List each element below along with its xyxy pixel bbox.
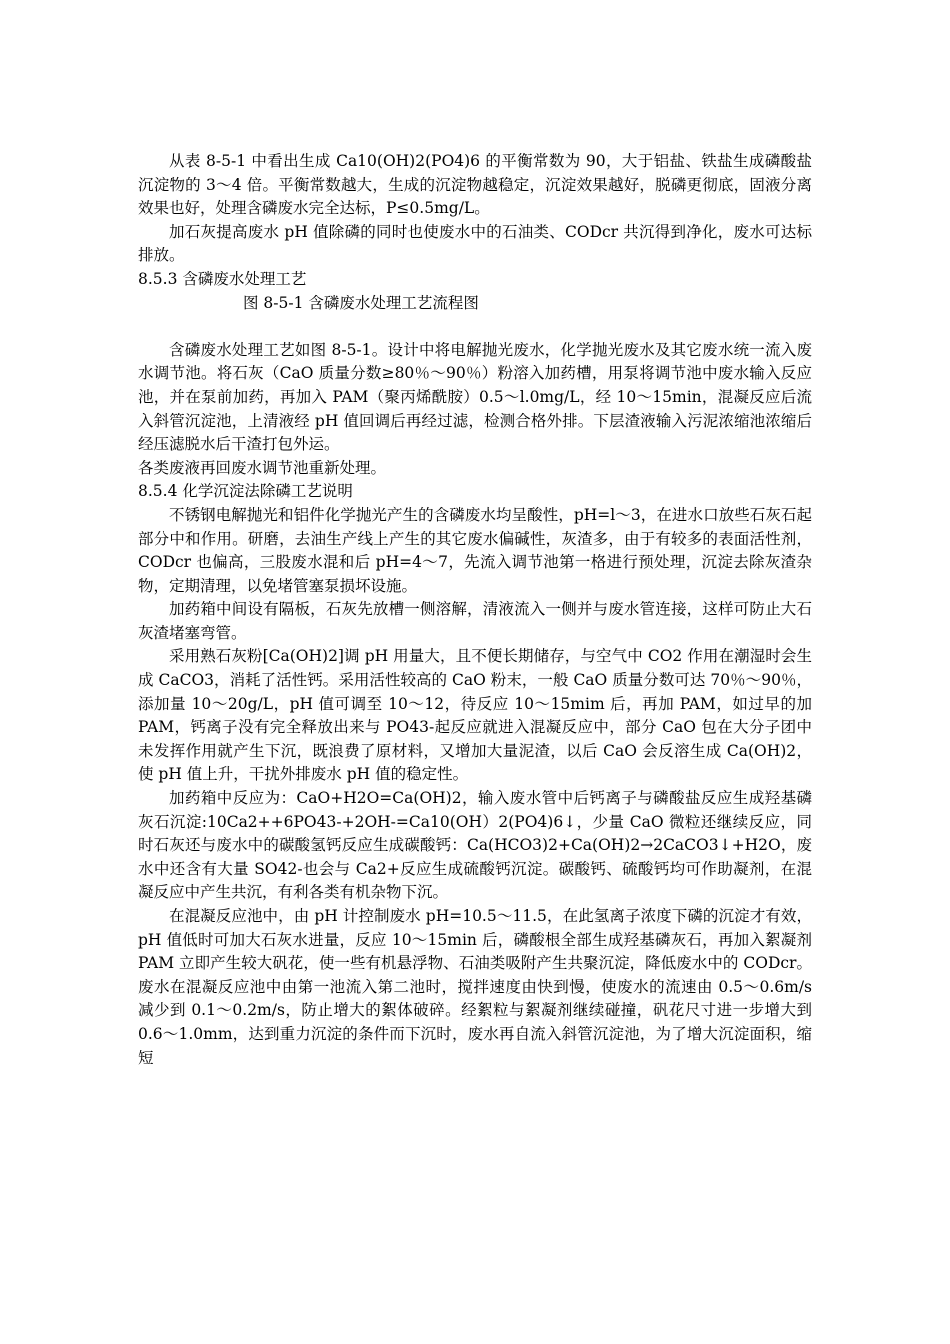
paragraph-reprocess: 各类废液再回废水调节池重新处理。 xyxy=(138,458,387,477)
section-heading-8-5-3: 8.5.3 含磷废水处理工艺 xyxy=(138,269,307,288)
paragraph-dosing-tank: 加药箱中间设有隔板，石灰先放槽一侧溶解，清液流入一侧并与废水管连接，这样可防止大石灰渣堵塞弯管。 xyxy=(138,600,812,642)
document-body xyxy=(138,150,812,1070)
paragraph-reactions: 加药箱中反应为：CaO+H2O=Ca(OH)2，输入废水管中后钙离子与磷酸盐反应生成羟基磷灰石沉淀:10Ca2++6PO43-+2OH-=Ca10(OH）2(PO4)6↓，少量 CaO 微粒还继续反应，同时石灰还与废水中的碳酸氢钙反应生成碳酸钙：Ca(HCO3)2+Ca(OH)2→2CaCO3↓+H2O，废水中还含有大量 SO42-也会与 Ca2+反应生成硫酸钙沉淀。碳酸钙、硫酸钙均可作助凝剂，在混凝反应中产生共沉，有利各类有机杂物下沉。 xyxy=(138,789,812,902)
paragraph-process: 含磷废水处理工艺如图 8-5-1。设计中将电解抛光废水，化学抛光废水及其它废水统一流入废水调节池。将石灰（CaO 质量分数≥80％～90％）粉溶入加药槽，用泵将调节池中废水输入反应池，并在泵前加药，再加入 PAM（聚丙烯酰胺）0.5～l.0mg/L，经 10～15min，混凝反应后流入斜管沉淀池，上清液经 pH 值回调后再经过滤，检测合格外排。下层渣液输入污泥浓缩池浓缩后经压滤脱水后干渣打包外运。 xyxy=(138,340,812,454)
figure-caption: 图 8-5-1 含磷废水处理工艺流程图 xyxy=(243,293,479,312)
paragraph-equilibrium: 从表 8-5-1 中看出生成 Ca10(OH)2(PO4)6 的平衡常数为 90，大于铝盐、铁盐生成磷酸盐沉淀物的 3～4 倍。平衡常数越大，生成的沉淀物越稳定，沉淀效果越好，脱磷更彻底，固液分离效果也好，处理含磷废水完全达标，P≤0.5mg/L。 xyxy=(138,152,812,218)
paragraph-lime-ph: 加石灰提高废水 pH 值除磷的同时也使废水中的石油类、CODcr 共沉得到净化，废水可达标排放。 xyxy=(138,222,812,265)
paragraph-acidic-wastewater: 不锈钢电解抛光和铝件化学抛光产生的含磷废水均呈酸性，pH=l～3，在进水口放些石灰石起部分中和作用。研磨，去油生产线上产生的其它废水偏碱性，灰渣多，由于有较多的表面活性剂，CODcr 也偏高，三股废水混和后 pH=4～7，先流入调节池第一格进行预处理，沉淀去除灰渣杂物，定期清理，以免堵管塞泵损坏设施。 xyxy=(138,505,812,595)
section-heading-8-5-4: 8.5.4 化学沉淀法除磷工艺说明 xyxy=(138,482,353,501)
figure-placeholder xyxy=(138,315,812,339)
paragraph-coagulation: 在混凝反应池中，由 pH 计控制废水 pH=10.5～11.5，在此氢离子浓度下磷的沉淀才有效，pH 值低时可加大石灰水进量，反应 10～15min 后，磷酸根全部生成羟基磷灰石，再加入絮凝剂 PAM 立即产生较大矾花，使一些有机悬浮物、石油类吸附产生共聚沉淀，降低废水中的 CODcr。废水在混凝反应池中由第一池流入第二池时，搅拌速度由快到慢，使废水的流速由 0.5～0.6m/s 减少到 0.1～0.2m/s，防止增大的絮体破碎。经絮粒与絮凝剂继续碰撞，矾花尺寸进一步增大到 0.6～1.0mm，达到重力沉淀的条件而下沉时，废水再自流入斜管沉淀池，为了增大沉淀面积，缩短 xyxy=(138,907,812,1067)
paragraph-lime-powder: 采用熟石灰粉[Ca(OH)2]调 pH 用量大，且不便长期储存，与空气中 CO2 作用在潮湿时会生成 CaCO3，消耗了活性钙。采用活性较高的 CaO 粉末，一般 CaO 质量分数可达 70％～90％，添加量 10～20g/L，pH 值可调至 10～12，待反应 10～15mim 后，再加 PAM，如过早的加 PAM，钙离子没有完全释放出来与 PO43-起反应就进入混凝反应中，部分 CaO 包在大分子团中未发挥作用就产生下沉，既浪费了原材料，又增加大量泥渣，以后 CaO 会反溶生成 Ca(OH)2，使 pH 值上升，干扰外排废水 pH 值的稳定性。 xyxy=(138,647,812,784)
